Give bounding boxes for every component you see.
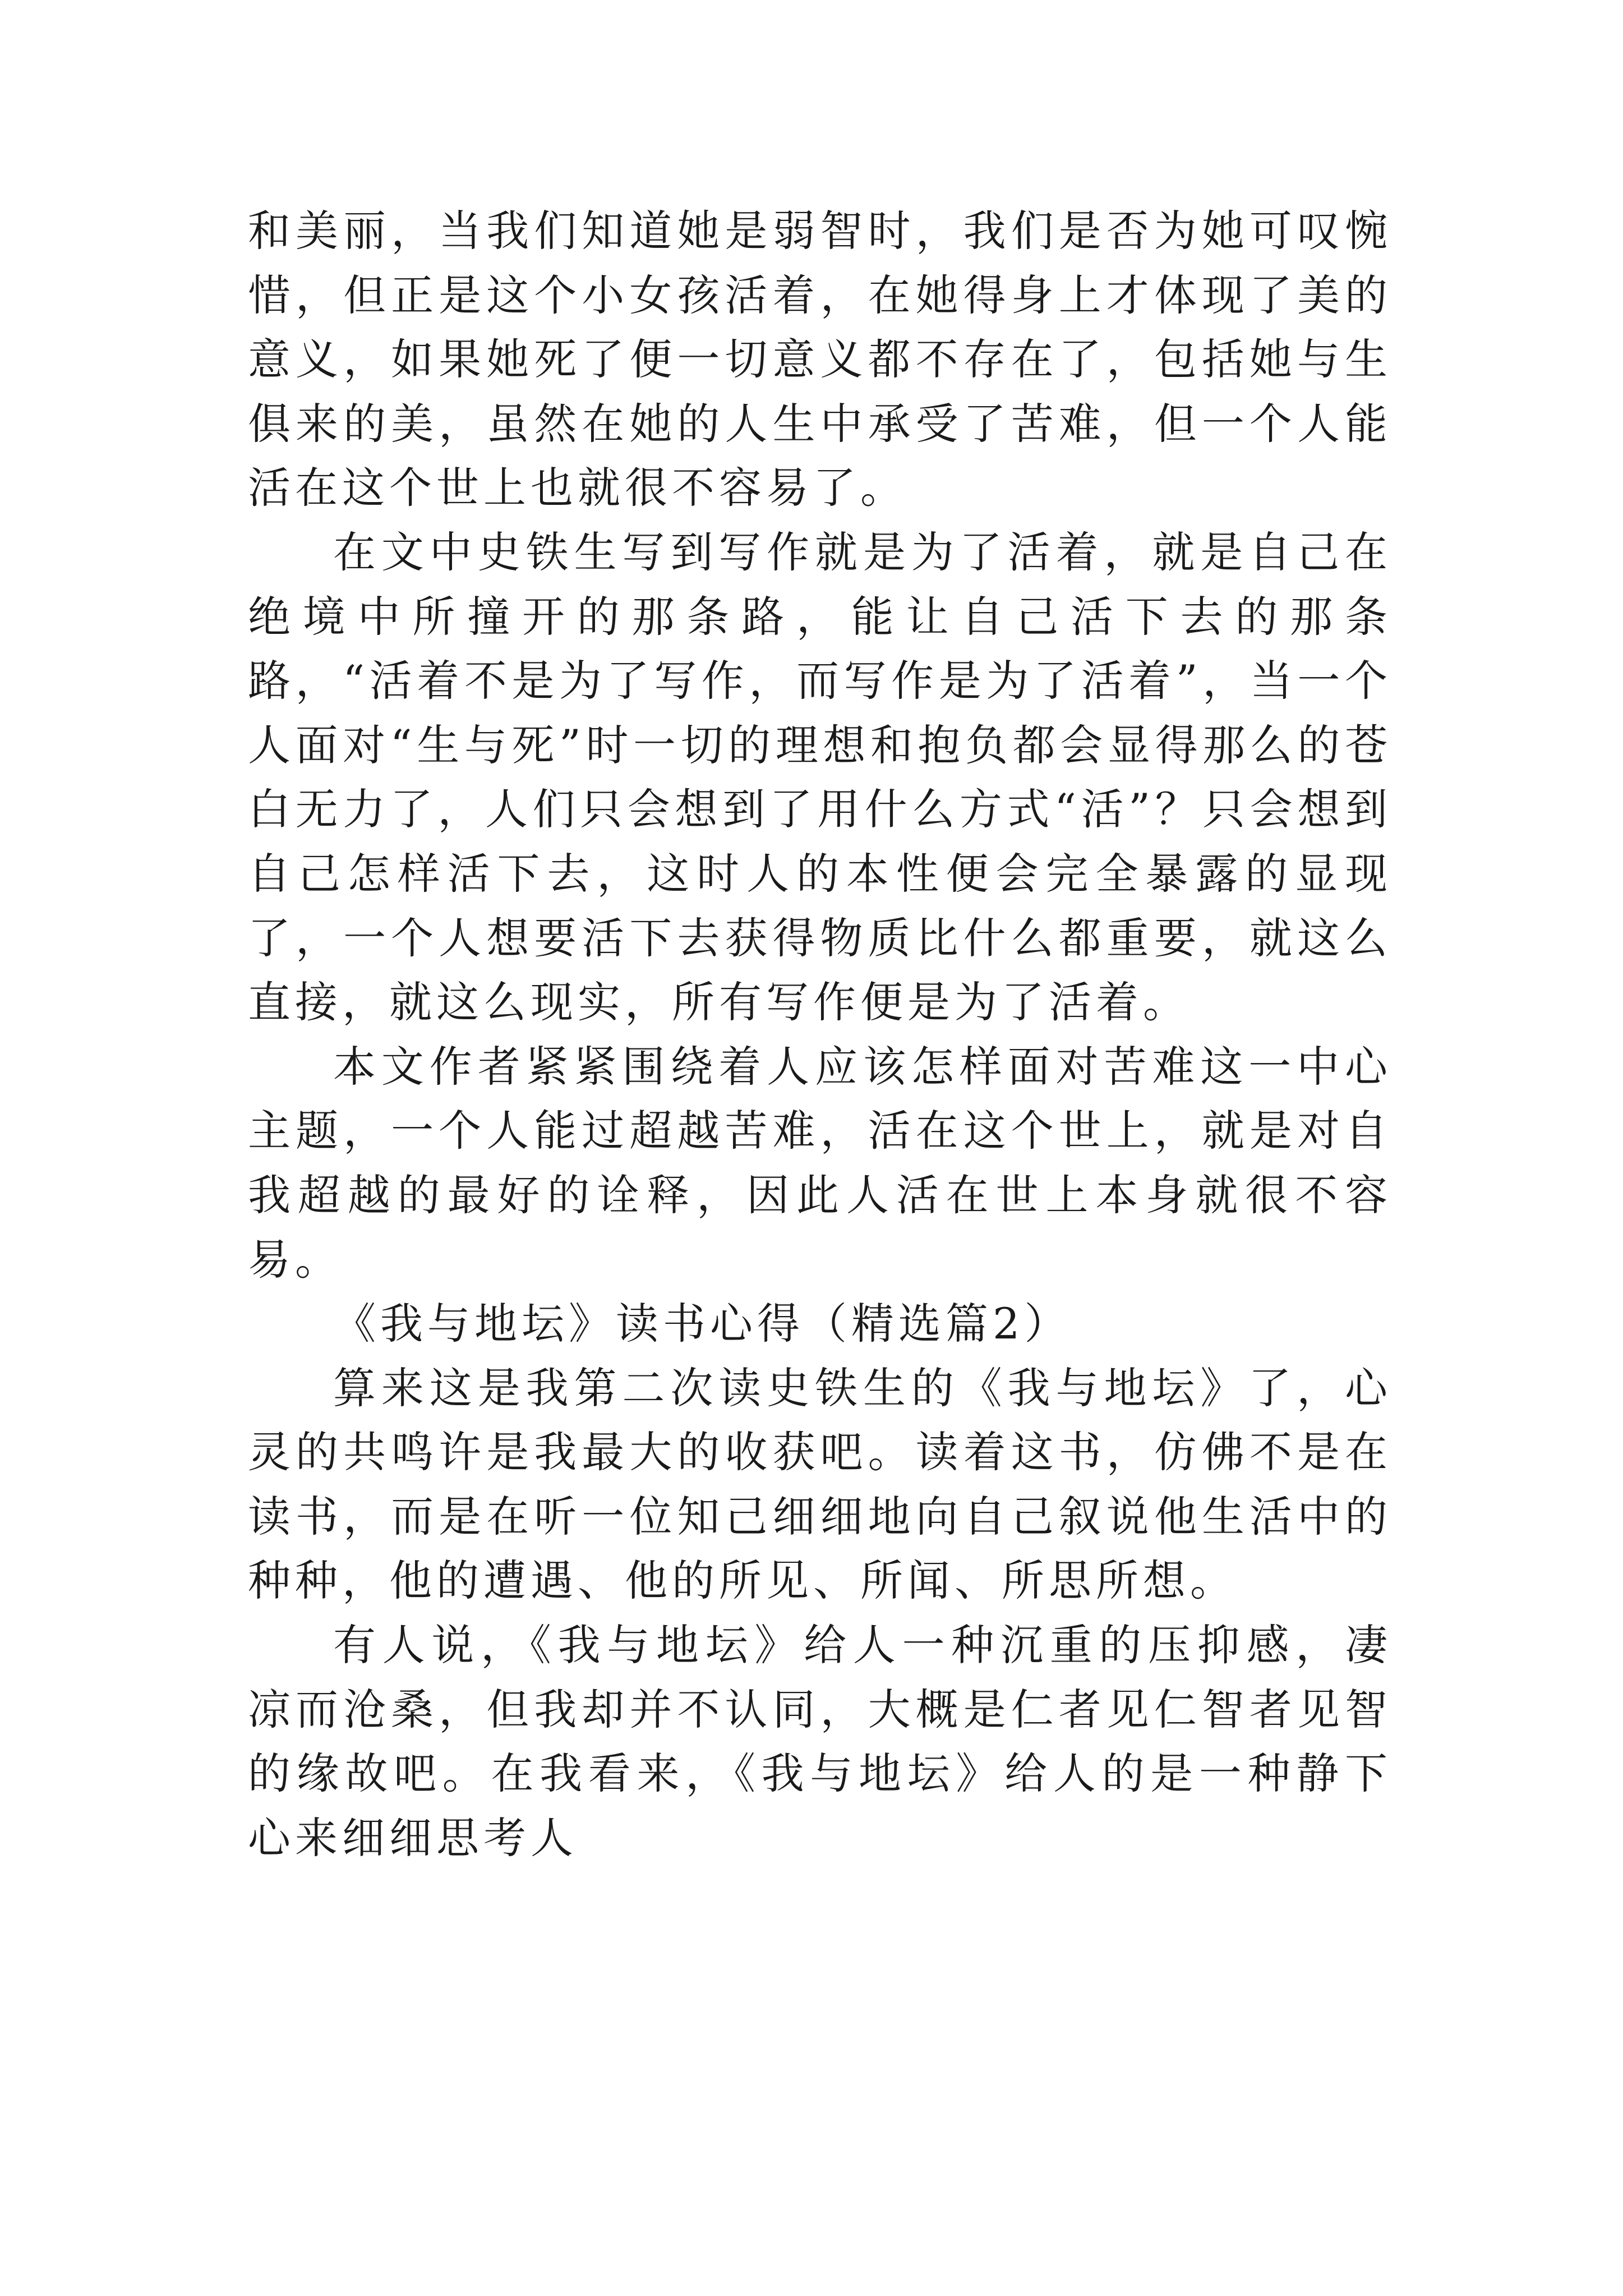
- paragraph-1: 和美丽，当我们知道她是弱智时，我们是否为她可叹惋惜，但正是这个小女孩活着，在她得身上才体现了美的意义，如果她死了便一切意义都不存在了，包括她与生俱来的美，虽然在她的人生中承受了苦难，但一个人能活在这个世上也就很不容易了。: [248, 206, 1392, 513]
- paragraph-2: 在文中史铁生写到写作就是为了活着，就是自己在绝境中所撞开的那条路，能让自己活下去的那条路，“活着不是为了写作，而写作是为了活着”，当一个人面对“生与死”时一切的理想和抱负都会显得那么的苍白无力了，人们只会想到了用什么方式“活”？只会想到自己怎样活下去，这时人的本性便会完全暴露的显现了，一个人想要活下去获得物质比什么都重要，就这么直接，就这么现实，所有写作便是为了活着。: [248, 527, 1392, 1028]
- paragraph-5: 有人说，《我与地坛》给人一种沉重的压抑感，凄凉而沧桑，但我却并不认同，大概是仁者见仁智者见智的缘故吧。在我看来，《我与地坛》给人的是一种静下心来细细思考人: [248, 1620, 1392, 1863]
- section-heading: 《我与地坛》读书心得（精选篇2）: [333, 1299, 1072, 1349]
- paragraph-3: 本文作者紧紧围绕着人应该怎样面对苦难这一中心主题，一个人能过超越苦难，活在这个世上，就是对自我超越的最好的诠释，因此人活在世上本身就很不容易。: [248, 1041, 1392, 1285]
- document-body: [248, 199, 1392, 1870]
- paragraph-4: 算来这是我第二次读史铁生的《我与地坛》了，心灵的共鸣许是我最大的收获吧。读着这书，仿佛不是在读书，而是在听一位知己细细地向自己叙说他生活中的种种，他的遭遇、他的所见、所闻、所思所想。: [248, 1363, 1392, 1606]
